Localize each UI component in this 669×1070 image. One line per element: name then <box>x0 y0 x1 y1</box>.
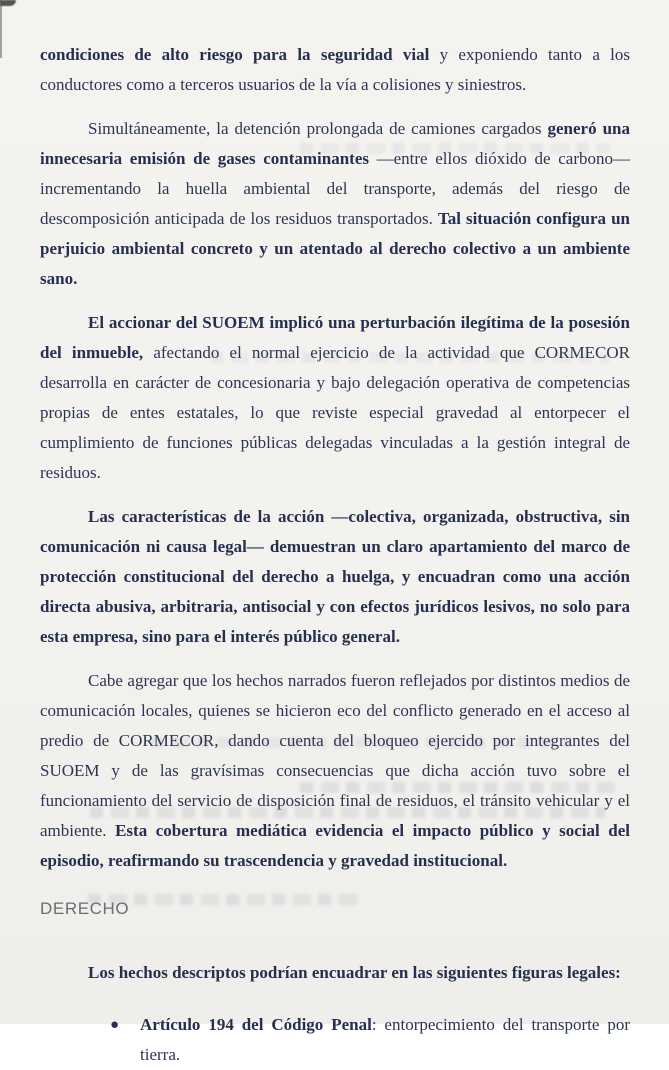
section-heading-derecho: DERECHO <box>40 899 130 918</box>
text-run: Esta cobertura mediática evidencia el impacto público y social del episodio, reafirmando su trascendencia y gravedad institucional. <box>40 821 630 870</box>
text-run: Simultáneamente, la detención prolongada de camiones cargados <box>88 119 548 138</box>
bullet-icon: ● <box>110 1017 120 1033</box>
text-run: afectando el normal ejercicio de la actividad que CORMECOR desarrolla en carácter de concesionaria y bajo delegación operativa de competencias propias de entes estatales, lo que reviste especial gravedad al entorpecer el cumplimiento de funciones públicas delegadas vinculadas a la gestión integral de residuos. <box>40 343 630 482</box>
text-run: condiciones de alto riesgo para la seguridad vial <box>40 45 430 64</box>
legal-term: Artículo 194 del Código Penal <box>140 1015 372 1034</box>
legal-figures-intro: Los hechos descriptos podrían encuadrar en las siguientes figuras legales: <box>88 963 621 982</box>
paragraph-continuation <box>40 40 630 100</box>
text-run: Las características de la acción —colectiva, organizada, obstructiva, sin comunicación ni causa legal— demuestran un claro apartamiento del marco de protección constitucional del derecho a huelga, y encuadran como una acción directa abusiva, arbitraria, antisocial y con efectos jurídicos lesivos, no solo para esta empresa, sino para el interés público general. <box>40 507 630 646</box>
text-run: —entre ellos dióxido de carbono— incrementando la huella ambiental del transporte, además del riesgo de descomposición anticipada de los residuos transportados. <box>40 149 630 228</box>
text-run: generó una innecesaria emisión de gases contaminantes <box>40 119 631 168</box>
legal-description: : entorpecimiento del transporte por tierra. <box>140 1015 630 1064</box>
text-run: Tal situación configura un perjuicio ambiental concreto y un atentado al derecho colectivo a un ambiente sano. <box>40 209 630 288</box>
text-run: El accionar del SUOEM implicó una perturbación ilegítima de la posesión del inmueble, <box>40 313 630 362</box>
paragraph-emissions <box>40 114 630 294</box>
paragraph-media-coverage <box>40 666 630 876</box>
text-run: y exponiendo tanto a los conductores como a terceros usuarios de la vía a colisiones y siniestros. <box>40 45 630 94</box>
legal-figures-list <box>40 1010 630 1070</box>
paragraph-suoem-possession <box>40 308 630 488</box>
list-item <box>110 1010 630 1070</box>
paragraph-action-characteristics <box>40 502 630 652</box>
text-run: Cabe agregar que los hechos narrados fueron reflejados por distintos medios de comunicación locales, quienes se hicieron eco del conflicto generado en el acceso al predio de CORMECOR, dando cuenta del bloqueo ejercido por integrantes del SUOEM y de las gravísimas consecuencias que dicha acción tuvo sobre el funcionamiento del servicio de disposición final de residuos, el tránsito vehicular y el ambiente. <box>40 671 630 840</box>
